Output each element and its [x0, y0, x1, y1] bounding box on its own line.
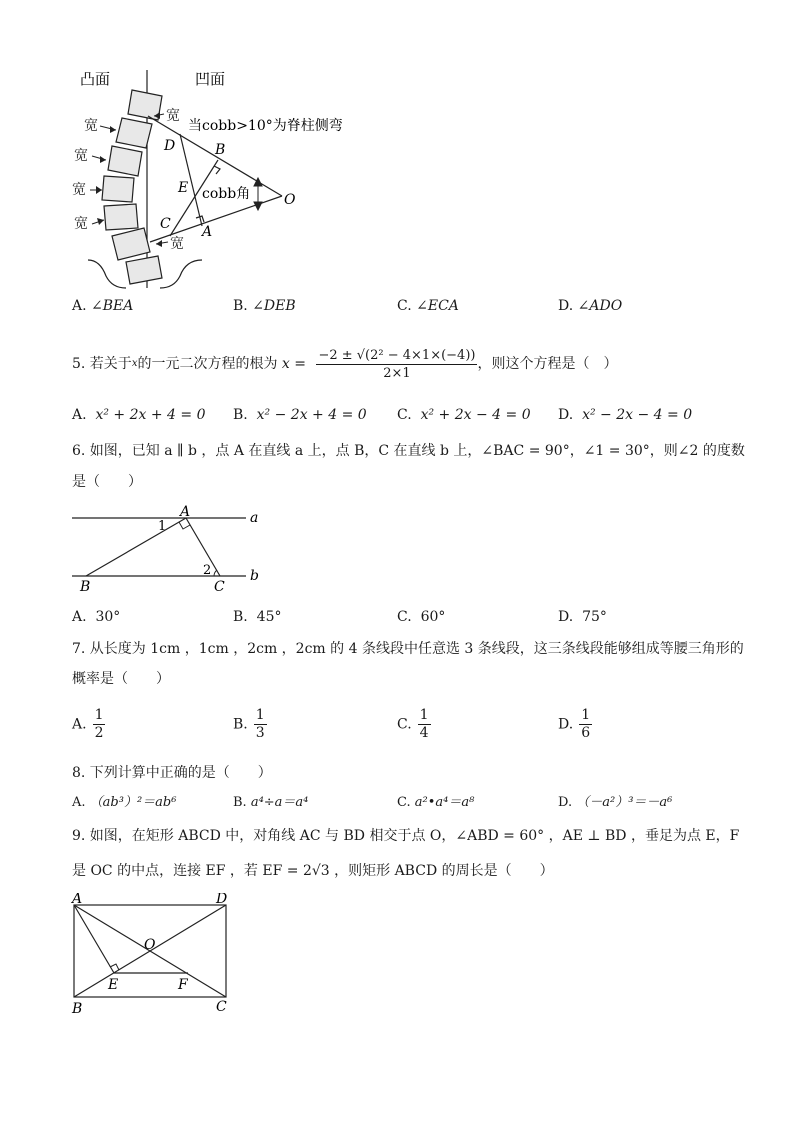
svg-text:宽: 宽 — [84, 118, 98, 134]
q6-angle2-label: 2 — [203, 563, 212, 578]
spine-cobb-figure — [70, 60, 370, 290]
q6-label-b-point: B — [80, 579, 91, 595]
angle2-arc — [214, 570, 217, 576]
q4-option-c: C. ∠ECA — [397, 298, 459, 314]
q6-figure — [70, 505, 270, 597]
concave-label: 凹面 — [195, 70, 226, 88]
cobb-angle-arrow — [254, 178, 262, 210]
q5-option-c: C. x² + 2x − 4 = 0 — [397, 407, 531, 423]
svg-text:C: C — [160, 216, 171, 232]
q6-option-b: B. 45° — [233, 609, 282, 625]
svg-text:E: E — [108, 977, 119, 993]
svg-text:A: A — [202, 224, 213, 240]
convex-label: 凸面 — [80, 70, 111, 88]
q7-stem-line1: 7. 从长度为 1cm ，1cm ，2cm ，2cm 的 4 条线段中任意选 3 条线段，这三条线段能够组成等腰三角形的 — [72, 641, 744, 657]
q6-label-line-b: b — [250, 568, 259, 584]
q4-option-d: D. ∠ADO — [558, 298, 623, 314]
q9-stem-line1: 9. 如图，在矩形 ABCD 中，对角线 AC 与 BD 相交于点 O，∠ABD = 60° ，AE ⊥ BD ，垂足为点 E，F — [72, 828, 740, 844]
q9-rectangle-figure — [68, 893, 248, 1017]
svg-text:A: A — [72, 893, 83, 907]
q4-option-b: B. ∠DEB — [233, 298, 296, 314]
segment-ae — [74, 905, 114, 973]
svg-text:C: C — [216, 999, 227, 1015]
svg-text:宽: 宽 — [72, 182, 86, 198]
svg-text:D: D — [216, 893, 228, 907]
q4-option-a: A. ∠BEA — [72, 298, 134, 314]
svg-text:O: O — [144, 937, 156, 953]
svg-text:O: O — [284, 192, 296, 208]
q7-option-a: A. $\frac{1}{2}$ — [72, 707, 104, 741]
q7-option-b: B. $\frac{1}{3}$ — [233, 707, 265, 741]
q5-stem: 5. 若关于$^x$的一元二次方程的根为 x = $\frac{\text{−2 ± √(2² − 4×1×(−4))}}{2\times 1}$ ，则这个方程是（ ） — [72, 347, 618, 381]
q6-option-c: C. 60° — [397, 609, 446, 625]
q7-option-c: C. $\frac{1}{4}$ — [397, 707, 429, 741]
svg-text:宽: 宽 — [170, 236, 184, 252]
q8-option-c: C. a²•a⁴＝a⁸ — [397, 795, 475, 810]
svg-text:宽: 宽 — [166, 108, 180, 124]
q9-point-labels — [70, 893, 227, 1017]
q6-label-a-point: A — [180, 505, 191, 520]
segment-ab — [86, 518, 186, 576]
q5-option-d: D. x² − 2x − 4 = 0 — [558, 407, 693, 423]
q6-angle1-label: 1 — [158, 519, 167, 534]
q7-stem-line2: 概率是（ ） — [72, 671, 170, 687]
svg-text:B: B — [72, 1001, 83, 1017]
q9-stem-line2: 是 OC 的中点，连接 EF ，若 EF = 2√3 ，则矩形 ABCD 的周长是（ ） — [72, 863, 554, 879]
scoliosis-note: 当cobb>10°为脊柱侧弯 — [188, 118, 343, 134]
q8-stem: 8. 下列计算中正确的是（ ） — [72, 765, 272, 781]
q8-option-a: A. （ab³）²＝ab⁶ — [72, 795, 177, 810]
q8-option-d: D. （－a²）³＝－a⁶ — [558, 795, 673, 810]
svg-text:F: F — [178, 977, 188, 993]
cobb-label: cobb角 — [202, 186, 251, 202]
svg-text:D: D — [164, 138, 176, 154]
q6-stem-line1: 6. 如图，已知 a ∥ b ，点 A 在直线 a 上，点 B，C 在直线 b 上，∠BAC = 90°，∠1 = 30°，则∠2 的度数 — [72, 443, 745, 459]
q6-stem-line2: 是（ ） — [72, 474, 142, 490]
svg-text:宽: 宽 — [74, 148, 88, 164]
svg-text:宽: 宽 — [74, 216, 88, 232]
q6-option-a: A. 30° — [72, 609, 121, 625]
q6-label-c-point: C — [214, 579, 225, 595]
q7-option-d: D. $\frac{1}{6}$ — [558, 707, 591, 741]
svg-text:B: B — [215, 142, 226, 158]
q8-option-b: B. a⁴÷a＝a⁴ — [233, 795, 309, 810]
q6-option-d: D. 75° — [558, 609, 607, 625]
q6-label-line-a: a — [250, 510, 259, 526]
q5-option-b: B. x² − 2x + 4 = 0 — [233, 407, 367, 423]
svg-text:E: E — [178, 180, 189, 196]
q5-option-a: A. x² + 2x + 4 = 0 — [72, 407, 206, 423]
